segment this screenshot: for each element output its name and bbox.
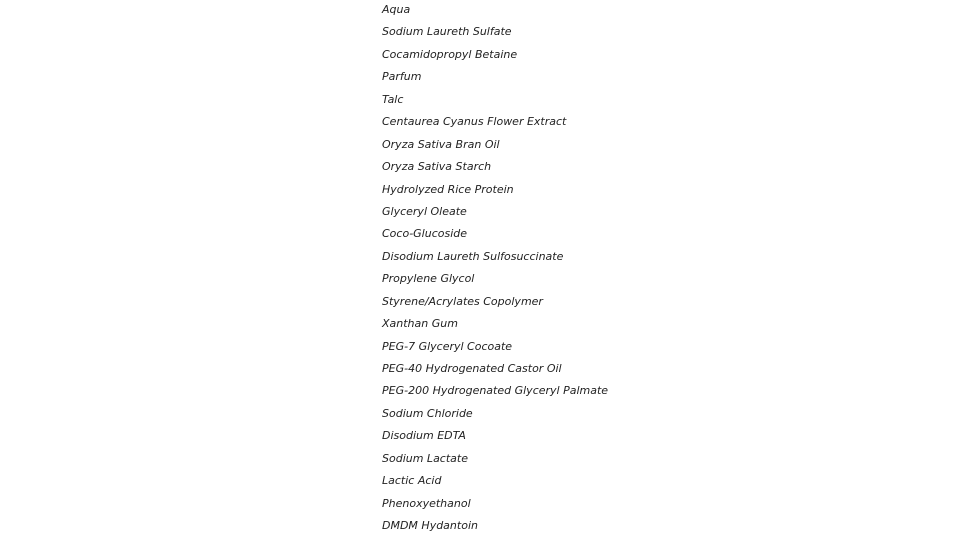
- list-item: Parfum: [382, 70, 422, 84]
- list-item: Styrene/Acrylates Copolymer: [382, 294, 543, 308]
- list-item: Centaurea Cyanus Flower Extract: [382, 115, 567, 129]
- list-item: Oryza Sativa Bran Oil: [382, 137, 500, 151]
- list-item: PEG-7 Glyceryl Cocoate: [382, 339, 513, 353]
- list-item: Sodium Chloride: [382, 406, 473, 420]
- list-item: Sodium Laureth Sulfate: [382, 25, 512, 39]
- list-item: Lactic Acid: [382, 474, 442, 488]
- list-item: Phenoxyethanol: [382, 496, 471, 510]
- list-item: Hydrolyzed Rice Protein: [382, 182, 514, 196]
- list-item: Propylene Glycol: [382, 272, 475, 286]
- list-item: Disodium Laureth Sulfosuccinate: [382, 249, 564, 263]
- list-item: Xanthan Gum: [382, 317, 458, 331]
- list-item: Disodium EDTA: [382, 429, 466, 443]
- list-item: DMDM Hydantoin: [382, 519, 478, 533]
- ingredient-list: [382, 0, 608, 539]
- list-item: PEG-200 Hydrogenated Glyceryl Palmate: [382, 384, 609, 398]
- list-item: PEG-40 Hydrogenated Castor Oil: [382, 362, 562, 375]
- list-item: Oryza Sativa Starch: [382, 160, 492, 174]
- list-item: Sodium Lactate: [382, 451, 468, 465]
- list-item: Talc: [382, 92, 404, 106]
- list-item: Coco-Glucoside: [382, 227, 468, 241]
- list-item: Cocamidopropyl Betaine: [382, 47, 518, 61]
- list-item: Aqua: [382, 3, 411, 16]
- list-item: Glyceryl Oleate: [382, 204, 467, 218]
